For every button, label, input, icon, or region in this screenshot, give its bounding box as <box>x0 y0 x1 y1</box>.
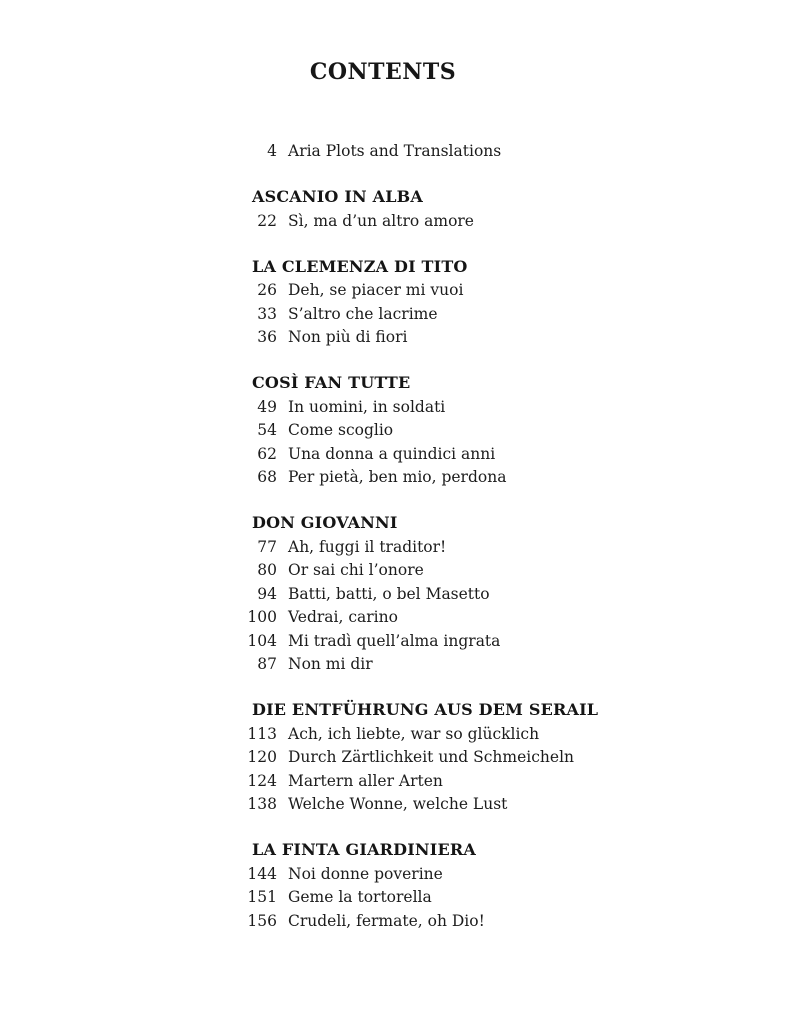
toc-entry <box>230 443 710 467</box>
aria-title: Vedrai, carino <box>288 608 398 626</box>
aria-title: Noi donne poverine <box>288 864 443 883</box>
aria-title: In uomini, in soldati <box>288 397 446 416</box>
toc-entry <box>230 723 710 747</box>
toc-section <box>230 371 710 490</box>
toc-entry <box>230 396 710 420</box>
toc-page-number: 49 <box>257 397 277 416</box>
aria-title: Deh, se piacer mi vuoi <box>288 281 464 299</box>
toc-entry <box>230 886 710 910</box>
opera-section-title: LA CLEMENZA DI TITO <box>252 256 468 276</box>
aria-title: Batti, batti, o bel Masetto <box>288 584 490 603</box>
toc-page-number: 100 <box>247 608 277 626</box>
toc-section <box>230 698 710 817</box>
toc-entry <box>230 606 710 630</box>
aria-title: Ah, fuggi il traditor! <box>288 537 447 556</box>
aria-title: Ach, ich liebte, war so glücklich <box>288 724 540 743</box>
toc-page-number: 156 <box>247 911 277 930</box>
toc-page-number: 4 <box>267 142 277 160</box>
toc-page-number: 144 <box>247 864 277 883</box>
toc-entry <box>230 210 710 234</box>
aria-title: Welche Wonne, welche Lust <box>288 795 508 813</box>
toc-entry <box>230 863 710 887</box>
toc-page-number: 77 <box>257 537 277 556</box>
opera-section-title: ASCANIO IN ALBA <box>252 187 424 206</box>
toc-entry <box>230 326 710 350</box>
aria-title: Una donna a quindici anni <box>288 444 496 463</box>
aria-title: Geme la tortorella <box>288 888 432 906</box>
toc-entry <box>230 746 710 770</box>
toc-section <box>230 255 710 350</box>
toc-entry <box>230 583 710 607</box>
toc-page-number: 22 <box>257 211 277 230</box>
toc-section <box>230 511 710 677</box>
toc-page-number: 138 <box>247 795 277 813</box>
toc-entry <box>230 770 710 794</box>
toc-section <box>230 838 710 933</box>
toc-page-number: 80 <box>257 561 277 579</box>
toc-entry <box>230 536 710 560</box>
toc-entry <box>230 630 710 654</box>
toc-page-number: 94 <box>257 584 277 603</box>
aria-title: Per pietà, ben mio, perdona <box>288 468 507 486</box>
aria-title: Come scoglio <box>288 421 394 439</box>
toc-page-number: 124 <box>247 771 277 790</box>
toc-entry <box>230 279 710 303</box>
toc-page-number: 87 <box>257 655 277 673</box>
toc-entry <box>230 559 710 583</box>
toc-page-number: 62 <box>257 444 277 463</box>
toc-entry <box>230 419 710 443</box>
page-title: CONTENTS <box>309 59 457 85</box>
toc-list <box>230 140 710 933</box>
opera-section-title: DIE ENTFÜHRUNG AUS DEM SERAIL <box>252 700 599 719</box>
toc-page-number: 68 <box>257 468 277 486</box>
aria-title: Non mi dir <box>288 655 373 673</box>
toc-page-number: 33 <box>257 304 277 323</box>
toc-entry-title: Aria Plots and Translations <box>288 142 502 160</box>
aria-title: Mi tradì quell’alma ingrata <box>288 631 501 650</box>
opera-section-title: COSÌ FAN TUTTE <box>252 373 411 392</box>
toc-sections <box>230 185 710 933</box>
opera-section-title: LA FINTA GIARDINIERA <box>252 840 476 859</box>
toc-entry <box>230 140 710 164</box>
aria-title: Martern aller Arten <box>288 771 443 790</box>
toc-page-number: 151 <box>247 888 277 906</box>
toc-section <box>230 185 710 233</box>
toc-page-number: 113 <box>247 724 277 743</box>
toc-entry <box>230 466 710 490</box>
aria-title: Sì, ma d’un altro amore <box>288 211 474 230</box>
toc-page-number: 54 <box>257 421 277 439</box>
aria-title: Or sai chi l’onore <box>288 561 424 579</box>
toc-page-number: 120 <box>247 748 277 766</box>
toc-page-number: 36 <box>257 328 277 346</box>
aria-title: S’altro che lacrime <box>288 304 438 323</box>
opera-section-title: DON GIOVANNI <box>252 513 398 532</box>
toc-entry <box>230 793 710 817</box>
aria-title: Non più di fiori <box>288 328 408 346</box>
toc-page-number: 26 <box>257 281 277 299</box>
toc-entry <box>230 653 710 677</box>
toc-entry <box>230 303 710 327</box>
aria-title: Crudeli, fermate, oh Dio! <box>288 911 485 930</box>
toc-page-number: 104 <box>247 631 277 650</box>
toc-entry <box>230 910 710 934</box>
aria-title: Durch Zärtlichkeit und Schmeicheln <box>288 748 575 766</box>
